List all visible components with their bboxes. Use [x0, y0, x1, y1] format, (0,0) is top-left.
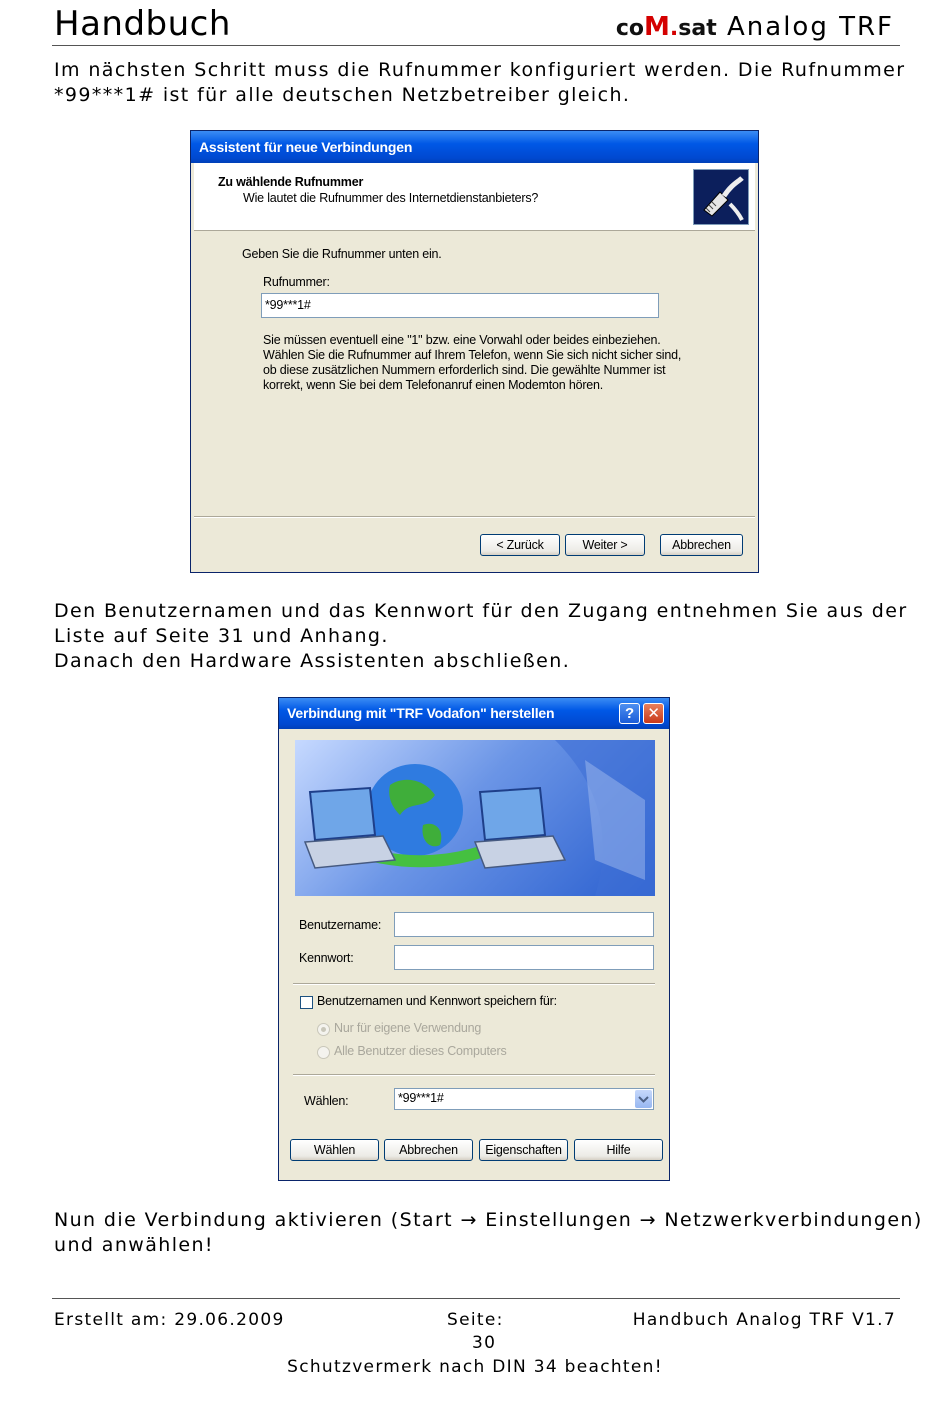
- username-label: Benutzername:: [299, 918, 382, 932]
- help-button[interactable]: Hilfe: [574, 1139, 663, 1161]
- middle-line-2: Liste auf Seite 31 und Anhang.: [54, 625, 389, 647]
- phone-plug-icon: [693, 169, 749, 225]
- wizard-prompt: Geben Sie die Rufnummer unten ein.: [242, 247, 442, 261]
- chevron-down-icon[interactable]: [635, 1090, 652, 1108]
- help-icon[interactable]: ?: [619, 703, 640, 724]
- radio-own-use[interactable]: [317, 1023, 330, 1036]
- middle-line-3: Danach den Hardware Assistenten abschließen.: [54, 650, 571, 672]
- header-product: Analog TRF: [727, 12, 894, 42]
- dial-divider: [293, 1074, 655, 1076]
- footer-notice: Schutzvermerk nach DIN 34 beachten!: [287, 1357, 663, 1377]
- outro-line-2: und anwählen!: [54, 1234, 214, 1256]
- radio-own-use-label: Nur für eigene Verwendung: [334, 1021, 482, 1035]
- dial-button[interactable]: Wählen: [290, 1139, 379, 1161]
- network-banner-image: [295, 740, 655, 896]
- footer-page-number: 30: [472, 1333, 497, 1353]
- dial-label: Wählen:: [304, 1094, 349, 1108]
- phone-number-input[interactable]: *99***1#: [261, 293, 659, 318]
- credentials-divider: [293, 983, 655, 985]
- connect-dialog-window: [278, 697, 670, 1181]
- footer-doc-title: Handbuch Analog TRF V1.7: [632, 1310, 896, 1330]
- connect-title: Verbindung mit "TRF Vodafon" herstellen: [287, 705, 555, 721]
- comsat-logo: coM.sat: [615, 12, 717, 42]
- footer-rule: [52, 1298, 900, 1299]
- password-label: Kennwort:: [299, 951, 354, 965]
- next-button[interactable]: Weiter >: [565, 534, 645, 556]
- header-rule: [52, 45, 900, 46]
- dial-number-value: *99***1#: [398, 1091, 444, 1105]
- phone-number-label: Rufnummer:: [263, 275, 330, 289]
- back-button[interactable]: < Zurück: [480, 534, 560, 556]
- close-icon[interactable]: ✕: [643, 703, 664, 724]
- properties-button[interactable]: Eigenschaften: [479, 1139, 568, 1161]
- wizard-heading: Zu wählende Rufnummer: [218, 175, 364, 189]
- intro-line-1: Im nächsten Schritt muss die Rufnummer konfiguriert werden. Die Rufnummer: [54, 59, 906, 81]
- footer-created: Erstellt am: 29.06.2009: [54, 1310, 285, 1330]
- wizard-titlebar[interactable]: Assistent für neue Verbindungen: [191, 131, 758, 163]
- new-connection-wizard-window: [190, 130, 759, 573]
- save-credentials-checkbox[interactable]: [300, 996, 313, 1009]
- outro-line-1: Nun die Verbindung aktivieren (Start → Einstellungen → Netzwerkverbindungen): [54, 1209, 923, 1231]
- password-input[interactable]: [394, 945, 654, 970]
- save-credentials-label: Benutzernamen und Kennwort speichern für:: [317, 994, 557, 1008]
- wizard-header-panel: [194, 163, 755, 231]
- footer-page-label: Seite:: [447, 1310, 504, 1330]
- connect-cancel-button[interactable]: Abbrechen: [384, 1139, 473, 1161]
- page-header-title: Handbuch: [54, 4, 231, 44]
- wizard-note: Sie müssen eventuell eine "1" bzw. eine Vorwahl oder beides einbeziehen. Wählen Sie die Rufnummer auf Ihrem Telefon, wenn Sie sich nicht sicher sind, ob diese zusätzlichen Nummern erforderlich sind. Die gewählte Nummer ist korrekt, wenn Sie bei dem Telefonanruf einen Modemton hören.: [263, 333, 682, 392]
- header-brand: [616, 12, 894, 42]
- radio-all-users[interactable]: [317, 1046, 330, 1059]
- intro-line-2: *99***1# ist für alle deutschen Netzbetreiber gleich.: [54, 84, 631, 106]
- dial-number-select[interactable]: [394, 1088, 654, 1110]
- username-input[interactable]: [394, 912, 654, 937]
- cancel-button[interactable]: Abbrechen: [660, 534, 743, 556]
- connect-titlebar[interactable]: [279, 698, 669, 729]
- wizard-divider: [194, 516, 755, 518]
- radio-all-users-label: Alle Benutzer dieses Computers: [334, 1044, 507, 1058]
- wizard-subheading: Wie lautet die Rufnummer des Internetdienstanbieters?: [243, 191, 539, 205]
- middle-line-1: Den Benutzernamen und das Kennwort für den Zugang entnehmen Sie aus der: [54, 600, 908, 622]
